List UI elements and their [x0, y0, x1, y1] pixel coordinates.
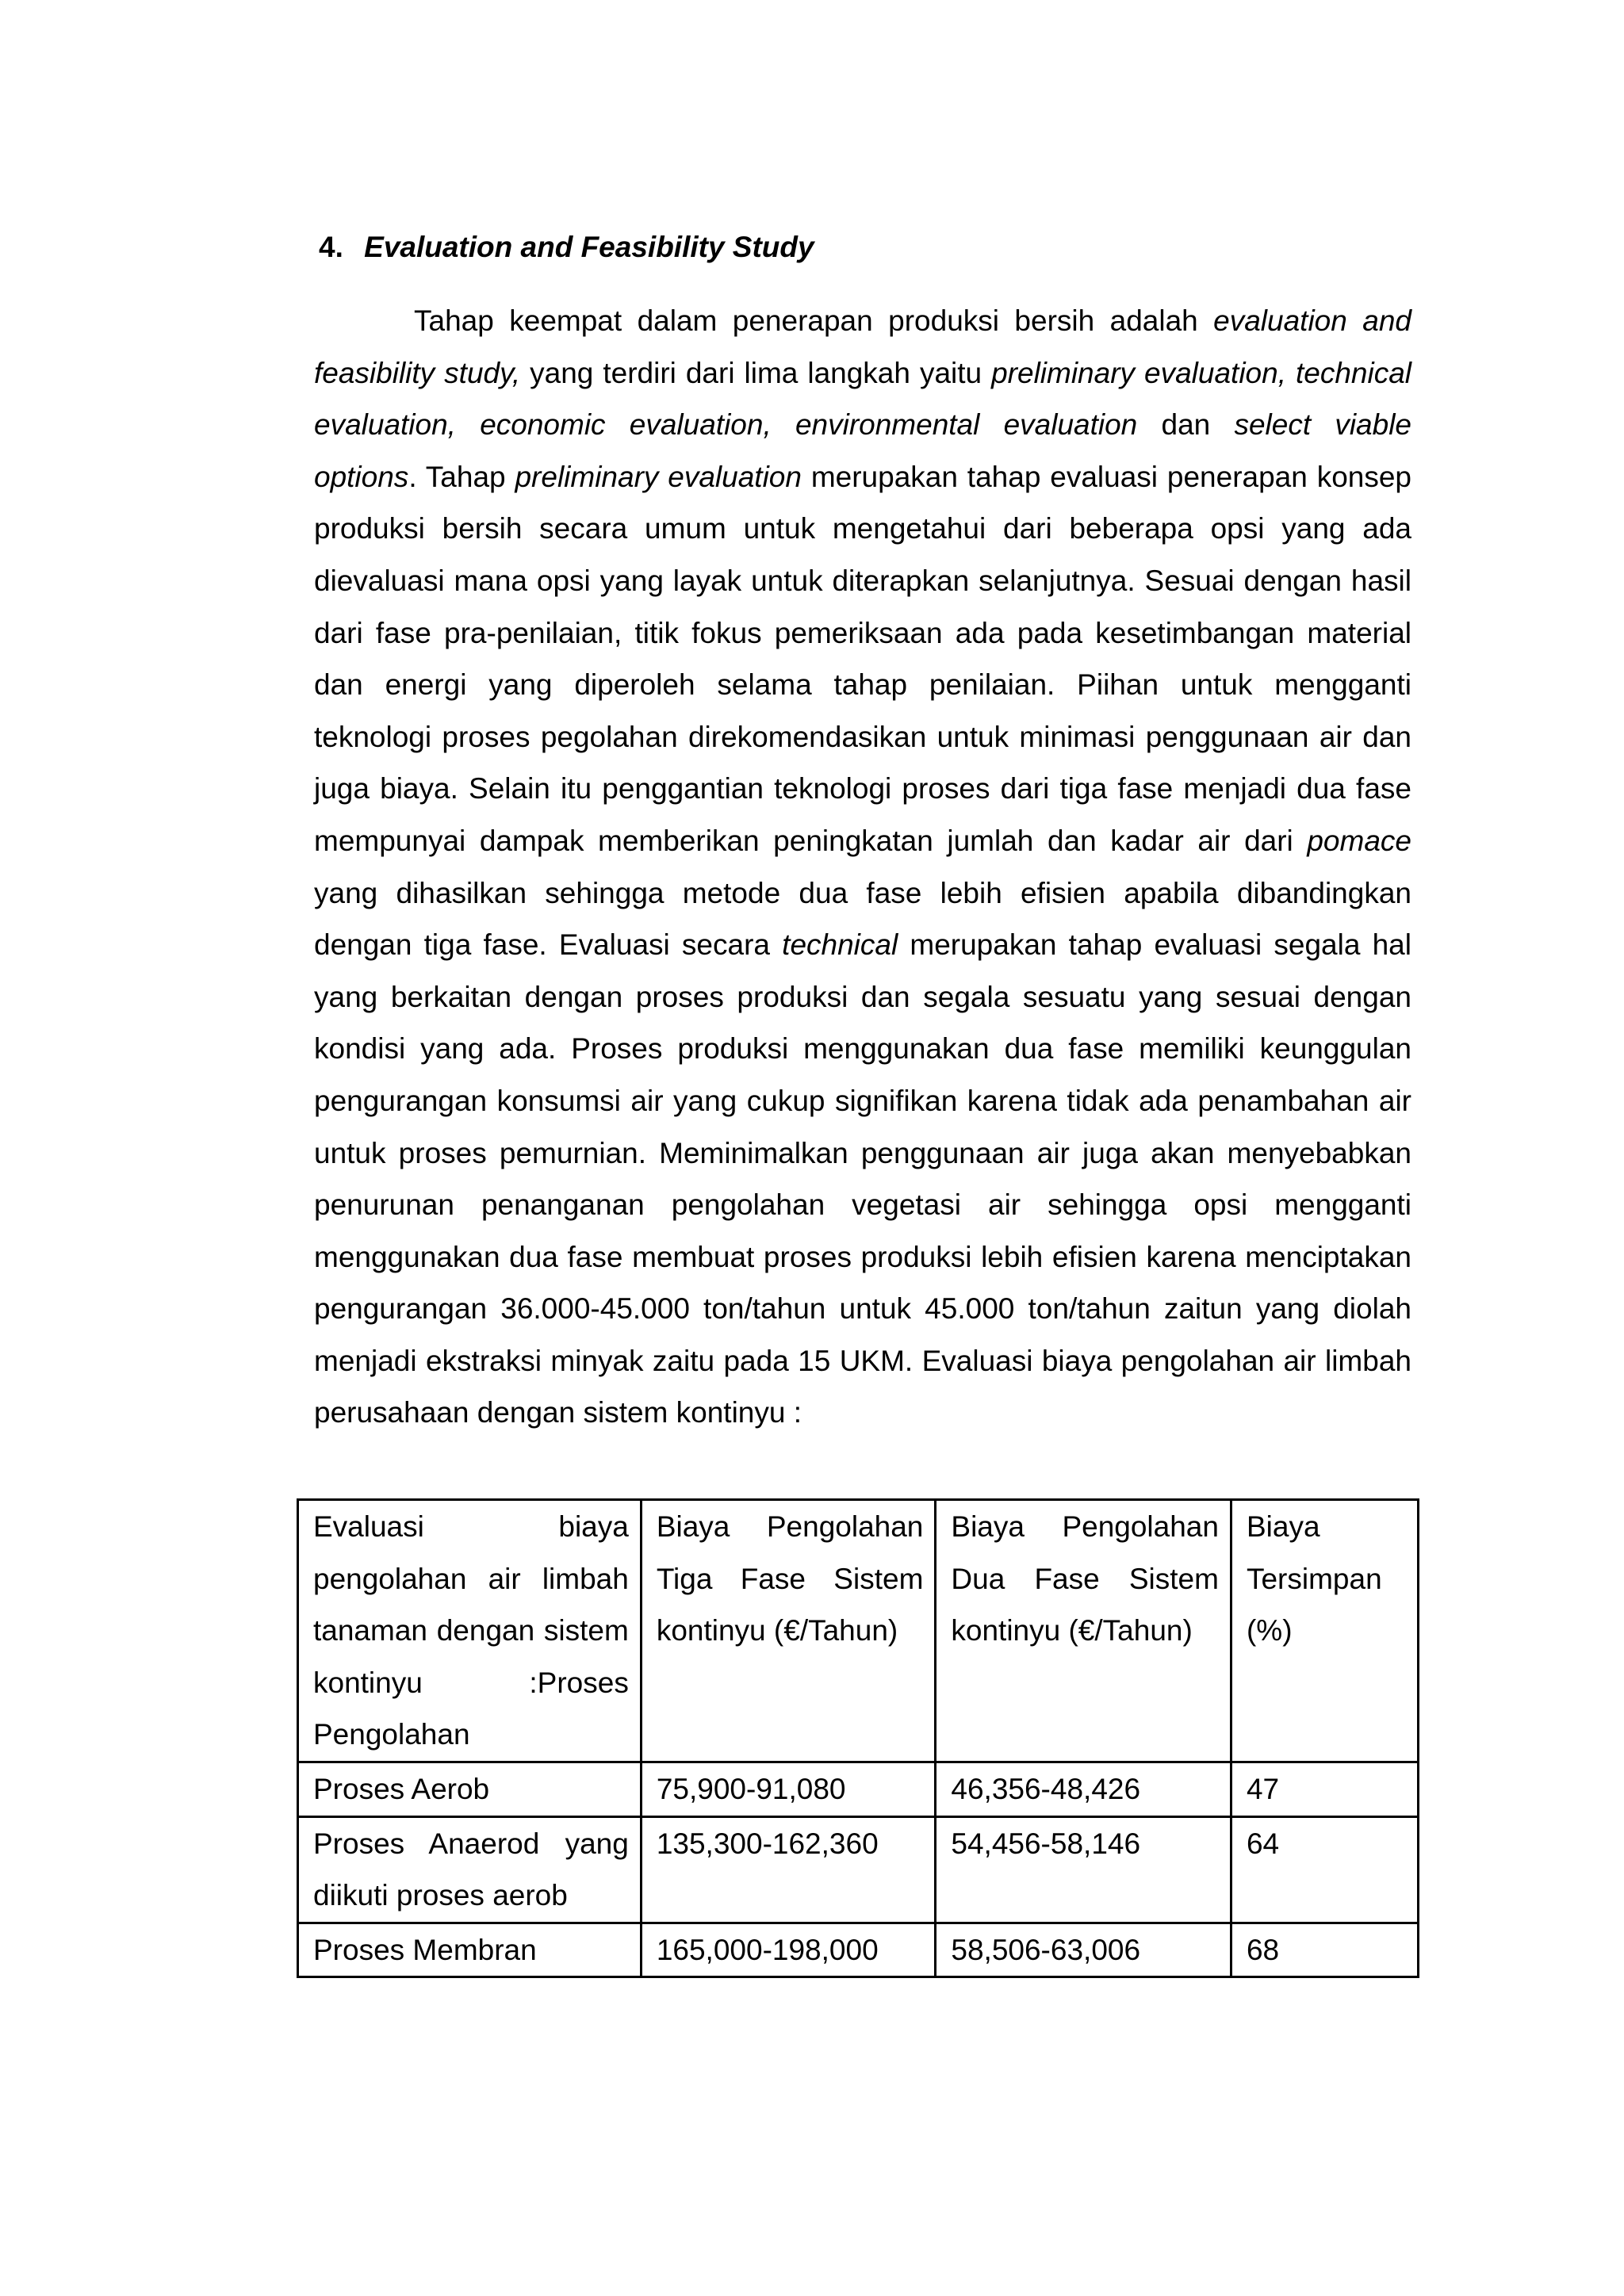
table-row	[298, 1762, 1419, 1816]
table-cell: 135,300-162,360	[641, 1816, 936, 1923]
table-header-cell: Biaya Tersimpan (%)	[1231, 1500, 1418, 1762]
table-cell: 68	[1231, 1923, 1418, 1977]
paragraph-segment: yang terdiri dari lima langkah yaitu	[520, 356, 992, 389]
table-row	[298, 1816, 1419, 1923]
table-cell: Proses Aerob	[298, 1762, 642, 1816]
table-cell: 54,456-58,146	[936, 1816, 1231, 1923]
table-cell: 64	[1231, 1816, 1418, 1923]
paragraph-segment-italic: evaluation and feasibility study,	[314, 304, 1411, 389]
cost-table	[297, 1498, 1419, 1978]
table-header-cell: Biaya Pengolahan Tiga Fase Sistem kontinyu (€/Tahun)	[641, 1500, 936, 1762]
paragraph-segment: . Tahap	[408, 460, 515, 493]
table-cell: 75,900-91,080	[641, 1762, 936, 1816]
paragraph-segment-italic: preliminary evaluation	[515, 460, 802, 493]
section-number: 4.	[319, 231, 343, 263]
table-cell: 58,506-63,006	[936, 1923, 1231, 1977]
paragraph-segment: Tahap keempat dalam penerapan produksi bersih adalah	[414, 304, 1214, 337]
section-title: Evaluation and Feasibility Study	[364, 231, 814, 263]
paragraph-segment-italic: technical	[782, 928, 898, 962]
body-paragraph	[314, 295, 1411, 1439]
table-cell: 165,000-198,000	[641, 1923, 936, 1977]
paragraph-segment: merupakan tahap evaluasi segala hal yang berkaitan dengan proses produksi dan segala sesuatu yang sesuai dengan kondisi yang ada. Proses produksi menggunakan dua fase memiliki keunggulan pengurangan konsumsi air yang cukup signifikan karena tidak ada penambahan air untuk proses pemurnian. Meminimalkan penggunaan air juga akan menyebabkan penurunan penanganan pengolahan vegetasi air sehingga opsi mengganti menggunakan dua fase membuat proses produksi lebih efisien karena menciptakan pengurangan 36.000-45.000 ton/tahun untuk 45.000 ton/tahun zaitun yang diolah menjadi ekstraksi minyak zaitu pada 15 UKM. Evaluasi biaya pengolahan air limbah perusahaan dengan sistem kontinyu :	[314, 928, 1411, 1429]
paragraph-segment: yang dihasilkan sehingga metode dua fase lebih efisien apabila dibandingkan dengan tiga fase. Evaluasi secara	[314, 876, 1411, 962]
paragraph-segment: merupakan tahap evaluasi penerapan konsep produksi bersih secara umum untuk mengetahui dari beberapa opsi yang ada dievaluasi mana opsi yang layak untuk diterapkan selanjutnya. Sesuai dengan hasil dari fase pra-penilaian, titik fokus pemeriksaan ada pada kesetimbangan material dan energi yang diperoleh selama tahap penilaian. Piihan untuk mengganti teknologi proses pegolahan direkomendasikan untuk minimasi penggunaan air dan juga biaya. Selain itu penggantian teknologi proses dari tiga fase menjadi dua fase mempunyai dampak memberikan peningkatan jumlah dan kadar air dari	[314, 460, 1411, 857]
table-row	[298, 1923, 1419, 1977]
paragraph-segment: dan	[1137, 408, 1235, 442]
document-page	[313, 227, 1412, 1966]
table-cell: 46,356-48,426	[936, 1762, 1231, 1816]
table-cell: Proses Membran	[298, 1923, 642, 1977]
table-cell: Proses Anaerod yang diikuti proses aerob	[298, 1816, 642, 1923]
table-header-cell: Biaya Pengolahan Dua Fase Sistem kontinyu (€/Tahun)	[936, 1500, 1231, 1762]
table-header-row	[298, 1500, 1419, 1762]
paragraph-segment-italic: pomace	[1307, 824, 1411, 857]
paragraph-segment-italic: select viable options	[314, 408, 1412, 493]
table-header-cell: Evaluasi biaya pengolahan air limbah tanaman dengan sistem kontinyu :Proses Pengolahan	[298, 1500, 642, 1762]
section-heading	[319, 227, 1411, 268]
table-cell: 47	[1231, 1762, 1418, 1816]
paragraph-segment-italic: preliminary evaluation, technical evaluation, economic evaluation, environmental evaluation	[314, 356, 1411, 442]
